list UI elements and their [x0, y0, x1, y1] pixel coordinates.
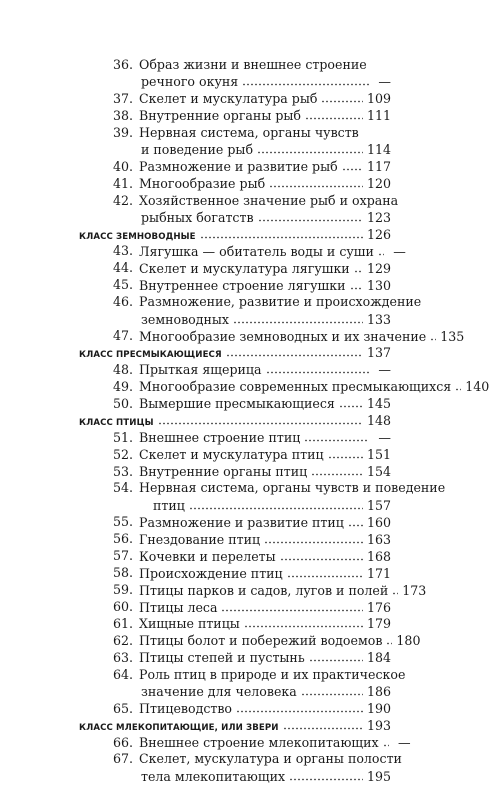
toc-entry-number: 55.	[112, 514, 133, 530]
toc-entry-title: тела млекопитающих	[141, 768, 286, 784]
dot-leader	[430, 328, 436, 341]
toc-entry-title: Нервная система, органы чувств	[139, 124, 359, 140]
toc-section-heading	[79, 345, 391, 362]
toc-entry-leader-line	[139, 396, 391, 413]
dot-leader	[269, 176, 363, 189]
dot-leader	[257, 142, 363, 155]
dot-leader	[258, 209, 363, 222]
toc-entry	[79, 142, 391, 159]
dot-leader	[226, 345, 363, 358]
dot-leader	[242, 74, 369, 87]
toc-entry-number: 37.	[112, 90, 133, 106]
toc-entry-title: Хозяйственное значение рыб и охрана	[139, 192, 399, 208]
toc-entry-leader-line	[139, 531, 391, 548]
toc-section-heading	[79, 226, 391, 243]
toc-entry	[79, 531, 391, 548]
page-number: 129	[366, 260, 391, 276]
toc-entry-title: Гнездование птиц	[139, 531, 261, 547]
dot-leader	[287, 565, 363, 578]
page-number: 195	[366, 768, 391, 784]
toc-entry-number: 52.	[112, 446, 133, 462]
toc-entry	[79, 616, 391, 633]
toc-entry-leader-line	[141, 768, 391, 785]
page-number: 135	[440, 328, 465, 344]
toc-entry-leader-line	[139, 666, 406, 684]
toc-entry-title: Птицы леса	[139, 599, 218, 615]
toc-entry	[79, 396, 391, 413]
toc-entry-leader-line	[139, 616, 391, 633]
page-number: 151	[366, 447, 391, 463]
toc-entry-title: Вымершие пресмыкающиеся	[139, 396, 335, 412]
toc-entry	[79, 480, 446, 497]
page-number: 184	[366, 650, 391, 666]
page-number: 171	[366, 565, 391, 581]
toc-entry-leader-line	[139, 514, 391, 531]
toc-entry	[79, 684, 391, 701]
toc-entry	[79, 243, 406, 260]
toc-entry	[79, 311, 391, 328]
toc-entry-leader-line	[139, 159, 391, 176]
toc-section-heading	[79, 718, 391, 735]
dot-leader	[233, 311, 363, 324]
toc-entry	[79, 548, 391, 565]
toc-entry-leader-line	[139, 633, 421, 650]
page-number: 186	[366, 684, 391, 700]
toc-entry-number: 49.	[112, 378, 133, 394]
toc-entry-leader-line	[139, 91, 391, 108]
toc-entry-number: 58.	[112, 565, 133, 581]
dot-leader	[386, 633, 392, 646]
toc-entry	[79, 57, 391, 74]
toc-entry-number: 41.	[112, 175, 133, 191]
toc-entry-leader-line	[139, 480, 446, 497]
toc-entry-title: Птицы степей и пустынь	[139, 650, 305, 666]
toc-entry-number: 44.	[112, 260, 133, 276]
page-number: 157	[366, 497, 391, 513]
toc-entry-leader-line	[139, 650, 391, 667]
page-number: 148	[366, 413, 391, 429]
toc-entry-number: 46.	[112, 294, 133, 310]
dot-leader	[339, 396, 363, 409]
dot-leader	[158, 413, 363, 426]
toc-entry-leader-line	[139, 379, 489, 396]
toc-entry-leader-line	[139, 57, 391, 74]
dot-leader	[348, 514, 363, 527]
page-number: 173	[402, 582, 427, 598]
toc-entry-number: 56.	[112, 531, 133, 547]
page-number: 114	[366, 142, 391, 158]
toc-entry	[79, 209, 391, 226]
toc-entry-title: Птицы болот и побережий водоемов	[139, 633, 383, 649]
toc-entry	[79, 650, 391, 667]
section-title: КЛАСС МЛЕКОПИТАЮЩИЕ, ИЛИ ЗВЕРИ	[79, 723, 279, 734]
toc-entry-leader-line	[139, 447, 391, 464]
toc-entry-title: Скелет, мускулатура и органы полости	[139, 751, 402, 767]
page-number: 111	[366, 108, 391, 124]
page-number: —	[393, 243, 406, 259]
toc-entry-title: Роль птиц в природе и их практическое	[139, 666, 406, 682]
toc-entry-leader-line	[139, 192, 399, 210]
toc-entry	[79, 378, 489, 396]
toc-entry	[79, 701, 391, 718]
toc-entry-number: 63.	[112, 649, 133, 665]
toc-entry-title: речного окуня	[141, 74, 239, 90]
toc-entry-number: 66.	[112, 734, 133, 750]
page-number: 163	[366, 531, 391, 547]
page-number: 133	[366, 311, 391, 327]
toc-entry	[79, 192, 399, 210]
toc-entry-leader-line	[139, 328, 465, 345]
toc-entry	[79, 91, 391, 108]
page-number: 193	[366, 718, 391, 734]
page-number: 145	[366, 396, 391, 412]
page-number: —	[378, 74, 391, 90]
toc-entry	[79, 74, 391, 91]
toc-entry	[79, 125, 391, 142]
toc-entry-leader-line	[139, 260, 391, 277]
toc-entry-number: 50.	[112, 395, 133, 411]
toc-entry	[79, 751, 402, 768]
dot-leader	[221, 599, 362, 612]
toc-entry-title: Внешнее строение млекопитающих	[139, 735, 379, 750]
section-title: КЛАСС ПРЕСМЫКАЮЩИЕСЯ	[79, 350, 222, 361]
page-number: 180	[396, 633, 421, 649]
page-number: 168	[366, 548, 391, 564]
toc-entry-title: и поведение рыб	[141, 142, 254, 158]
dot-leader	[342, 159, 363, 172]
toc-entry-title: Прыткая ящерица	[139, 362, 262, 378]
toc-entry-number: 65.	[112, 700, 133, 716]
dot-leader	[378, 243, 384, 256]
toc-entry	[79, 599, 391, 616]
page-number: 179	[366, 616, 391, 632]
toc-entry	[79, 666, 406, 684]
dot-leader	[455, 379, 461, 392]
page-number: 109	[366, 91, 391, 107]
toc-entry-leader-line	[139, 176, 391, 193]
toc-entry-number: 47.	[112, 328, 133, 343]
toc-entry-leader-line	[139, 108, 391, 125]
toc-entry-number: 53.	[112, 463, 133, 479]
toc-entry-leader-line	[139, 430, 391, 447]
toc-entry-number: 43.	[112, 243, 133, 259]
toc-entry-leader-line	[139, 243, 406, 260]
toc-entry-title: Внутренние органы птиц	[139, 464, 308, 479]
page-number: 140	[465, 379, 489, 395]
dot-leader	[301, 684, 363, 697]
page-number: 126	[366, 226, 391, 242]
toc-entry	[79, 108, 391, 125]
toc-entry	[79, 734, 411, 752]
toc-entry-title: Происхождение птиц	[139, 565, 283, 581]
toc-entry-number: 64.	[112, 666, 133, 682]
toc-entry-leader-line	[139, 362, 391, 379]
toc-entry-leader-line	[139, 548, 391, 565]
dot-leader	[383, 735, 389, 748]
toc-entry-title: Размножение и развитие рыб	[139, 159, 338, 175]
toc-entry-leader-line	[141, 142, 391, 159]
toc-entry	[79, 565, 391, 582]
toc-entry-title: Птицеводство	[139, 701, 233, 717]
dot-leader	[264, 531, 363, 544]
toc-entry-leader-line	[153, 497, 391, 514]
toc-entry	[79, 514, 391, 531]
toc-entry	[79, 430, 391, 447]
toc-section-heading	[79, 413, 391, 430]
dot-leader	[321, 91, 363, 104]
toc-entry	[79, 632, 421, 650]
dot-leader	[200, 226, 363, 239]
toc-entry-leader-line	[139, 599, 391, 616]
page-number: 117	[366, 159, 391, 175]
toc-entry-title: Лягушка — обитатель воды и суши	[139, 243, 374, 259]
toc-entry-number: 59.	[112, 582, 133, 598]
toc-entry-number: 38.	[112, 107, 133, 123]
dot-leader	[236, 701, 363, 714]
toc-entry-leader-line	[139, 294, 422, 311]
toc-entry-number: 39.	[112, 124, 133, 140]
dot-leader	[392, 582, 398, 595]
toc-entry-title: Скелет и мускулатура птиц	[139, 447, 324, 463]
toc-entry-leader-line	[139, 277, 391, 294]
dot-leader	[283, 718, 363, 731]
page-number: —	[398, 735, 411, 750]
toc-entry-number: 45.	[112, 277, 133, 293]
page-number: —	[378, 430, 391, 446]
toc-entry	[79, 447, 391, 464]
toc-entry-title: Скелет и мускулатура рыб	[139, 91, 318, 107]
toc-entry-title: Внутренние органы рыб	[139, 108, 302, 124]
toc-entry-leader-line	[141, 311, 391, 328]
dot-leader	[189, 497, 363, 510]
toc-entry-number: 57.	[112, 548, 133, 564]
toc-entry-number: 67.	[112, 751, 133, 767]
dot-leader	[289, 768, 363, 781]
toc-entry-leader-line	[141, 684, 391, 701]
page-number: 154	[366, 464, 391, 479]
toc-entry-number: 62.	[112, 632, 133, 648]
toc-entry-title: Птицы парков и садов, лугов и полей	[139, 582, 389, 598]
toc-entry-number: 48.	[112, 361, 133, 377]
toc-entry-number: 51.	[112, 429, 133, 445]
toc-entry	[79, 582, 427, 599]
dot-leader	[244, 616, 363, 629]
toc-entry-title: Размножение и развитие птиц	[139, 514, 344, 530]
toc-entry-title: Хищные птицы	[139, 616, 240, 632]
toc-entry-title: Размножение, развитие и происхождение	[139, 294, 422, 310]
toc-entry-number: 36.	[112, 57, 133, 72]
page-number: 160	[366, 514, 391, 530]
page-number: 190	[366, 701, 391, 717]
toc-entry-leader-line	[139, 582, 427, 599]
toc-entry-title: Образ жизни и внешнее строение	[139, 57, 367, 72]
toc-entry-title: Нервная система, органы чувств и поведение	[139, 480, 446, 496]
toc-entry	[79, 277, 391, 294]
toc-entry-number: 54.	[112, 480, 133, 496]
toc-entry-title: Многообразие современных пресмыкающихся	[139, 379, 452, 395]
section-title: КЛАСС ЗЕМНОВОДНЫЕ	[79, 231, 196, 242]
toc-entry-number: 40.	[112, 158, 133, 174]
toc-entry-number: 61.	[112, 615, 133, 631]
page-number: 123	[366, 209, 391, 225]
page-number: 137	[366, 345, 391, 361]
toc-entry	[79, 497, 391, 514]
toc-entry-leader-line	[139, 735, 411, 752]
toc-entry	[79, 362, 391, 379]
toc-entry-leader-line	[141, 74, 391, 91]
toc-entry	[79, 464, 391, 481]
dot-leader	[354, 260, 363, 273]
toc-entry-title: значение для человека	[141, 684, 297, 700]
toc-entry	[79, 768, 391, 785]
toc-entry-leader-line	[139, 751, 402, 768]
dot-leader	[266, 362, 369, 375]
toc-entry-title: Многообразие земноводных и их значение	[139, 328, 427, 344]
dot-leader	[350, 277, 363, 290]
table-of-contents	[79, 57, 489, 785]
page-number: —	[378, 362, 391, 378]
toc-entry-leader-line	[139, 125, 391, 142]
toc-entry-title: Внешнее строение птиц	[139, 430, 301, 446]
section-title: КЛАСС ПТИЦЫ	[79, 418, 154, 429]
toc-entry-leader-line	[139, 701, 391, 718]
toc-entry-title: Кочевки и перелеты	[139, 548, 276, 564]
toc-entry	[79, 159, 391, 176]
toc-entry-number: 42.	[112, 192, 133, 208]
dot-leader	[280, 548, 363, 561]
toc-entry-leader-line	[141, 209, 391, 226]
toc-entry	[79, 176, 391, 193]
dot-leader	[309, 650, 363, 663]
toc-entry-title: земноводных	[141, 311, 230, 327]
toc-entry-leader-line	[139, 565, 391, 582]
toc-entry-leader-line	[139, 464, 391, 481]
page-number: 130	[366, 277, 391, 293]
toc-entry-title: Скелет и мускулатура лягушки	[139, 260, 350, 276]
toc-entry	[79, 260, 391, 277]
toc-entry-number: 60.	[112, 599, 133, 614]
toc-entry-title: Внутреннее строение лягушки	[139, 277, 346, 293]
dot-leader	[305, 108, 363, 121]
page-number: 176	[366, 599, 391, 615]
toc-entry-title: птиц	[153, 497, 185, 513]
toc-entry	[79, 328, 465, 345]
toc-entry-title: Многообразие рыб	[139, 176, 266, 192]
dot-leader	[328, 447, 363, 460]
toc-entry	[79, 294, 422, 311]
dot-leader	[304, 430, 369, 443]
toc-entry-title: рыбных богатств	[141, 209, 254, 225]
page-number: 120	[366, 176, 391, 192]
dot-leader	[311, 464, 363, 477]
